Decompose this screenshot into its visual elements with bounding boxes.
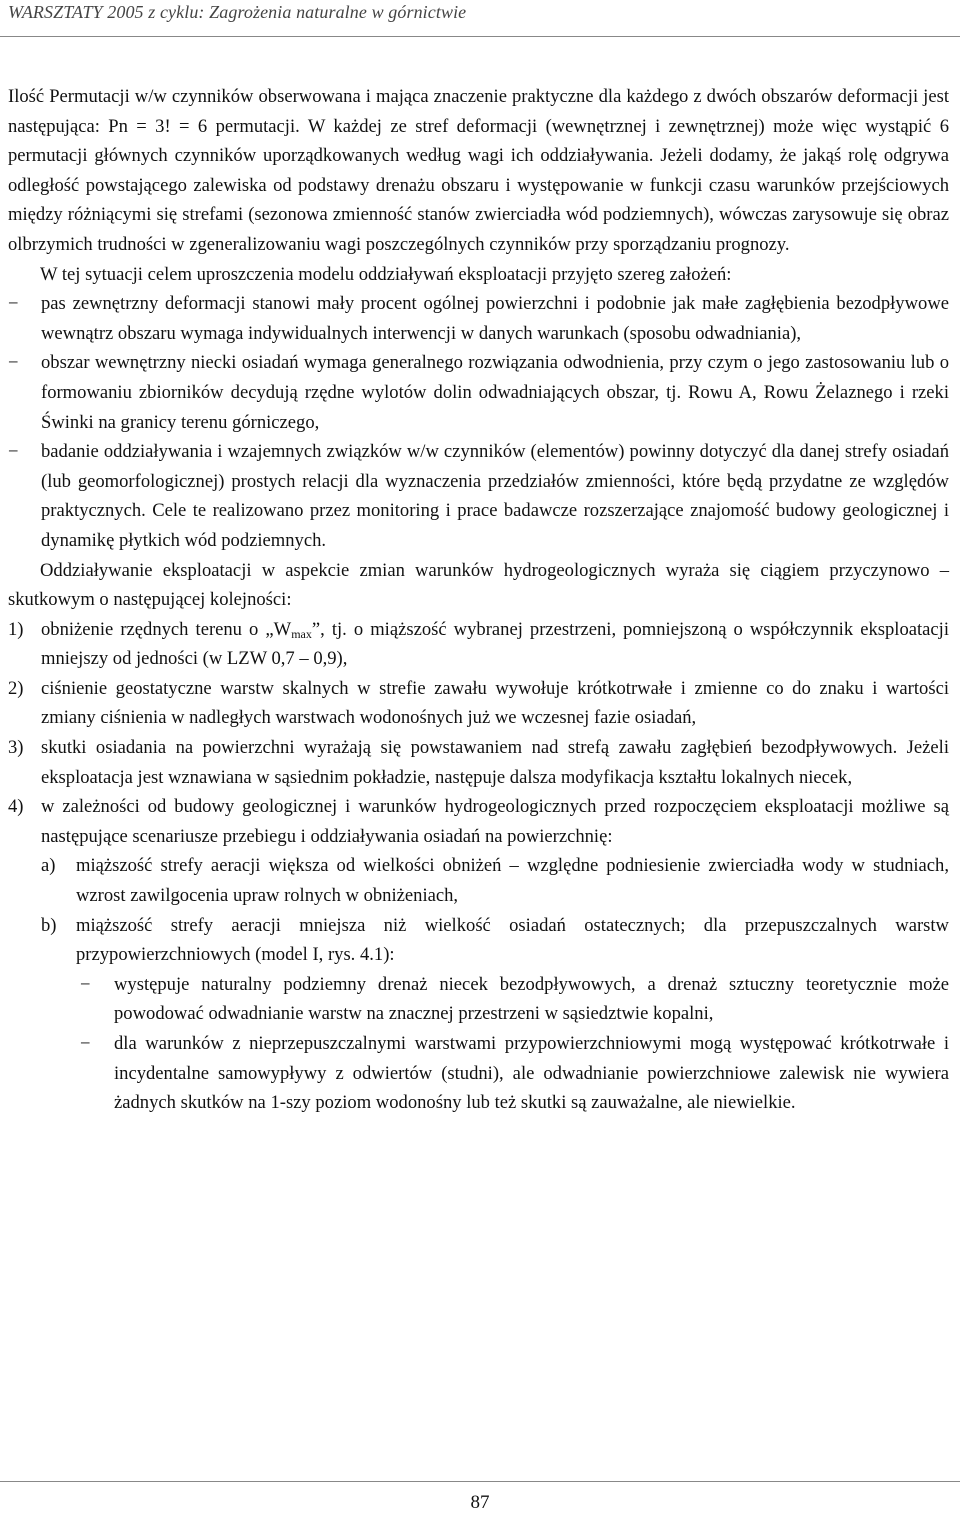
list-letter: a) xyxy=(41,855,56,877)
paragraph-assumptions-intro: W tej sytuacji celem uproszczenia modelu oddziaływań eksploatacji przyjęto szereg założeń: xyxy=(40,263,732,285)
header-divider xyxy=(0,36,960,37)
assumption-text: obszar wewnętrzny niecki osiadań wymaga generalnego rozwiązania odwodnienia, przy czym o jego zastosowaniu lub o formowaniu zbiorników decydują rzędne wylotów dolin odwadniających obszar, tj. Rowu A, Rowu Żelaznego i rzeki Świnki na granicy terenu górniczego, xyxy=(41,352,949,433)
sequence-text: ciśnienie geostatyczne warstw skalnych w strefie zawału wywołuje krótkotrwałe i zmienne co do znaku i wartości zmiany ciśnienia w nadległych warstwach wodonośnych już we wczesnej fazie osiadań, xyxy=(41,677,949,729)
sequence-text: skutki osiadania na powierzchni wyrażają się powstawaniem nad strefą zawału zagłębień bezodpływowych. Jeżeli eksploatacja jest wznawiana w sąsiednim pokładzie, następuje dalsza modyfikacja kształtu lokalnych niecek, xyxy=(41,737,949,788)
scenario-b-point-text: dla warunków z nieprzepuszczalnymi warstwami przypowierzchniowymi mogą występować krótkotrwałe i incydentalne samowypływy z odwiertów (studni), ale odwadnianie powierzchniowe zalewisk nie wywiera żadnych skutków na 1-szy poziom wodonośny lub też skutki są zauważalne, ale niewielkie. xyxy=(114,1033,949,1114)
list-number: 4) xyxy=(8,796,24,818)
sequence-text: obniżenie rzędnych terenu o $„W_{max}$”, tj. o miąższość wybranej przestrzeni, pomniejszoną o współczynnik eksploatacji mniejszy od jedności (w LZW 0,7 – 0,9), xyxy=(41,618,949,670)
dash-bullet: − xyxy=(8,441,19,463)
running-header: WARSZTATY 2005 z cyklu: Zagrożenia naturalne w górnictwie xyxy=(8,2,467,22)
page-number: 87 xyxy=(470,1492,490,1513)
scenario-b-point-text: występuje naturalny podziemny drenaż niecek bezodpływowych, a drenaż sztuczny teoretycznie może powodować odwadnianie warstw na znacznej przestrzeni w sąsiedztwie kopalni, xyxy=(114,973,949,1025)
paragraph-permutations: Ilość Permutacji w/w czynników obserwowana i mająca znaczenie praktyczne dla każdego z dwóch obszarów deformacji jest następująca: Pn = 3! = 6 permutacji. W każdej ze stref deformacji (wewnętrznej i zewnętrznej) może więc wystąpić 6 permutacji głównych czynników uporządkowanych według wagi ich oddziaływania. Jeżeli dodamy, że jakąś rolę odgrywa odległość powstającego zalewiska od podstawy drenażu obszaru i występowanie w funkcji czasu warunków przejściowych między różniącymi się strefami (sezonowa zmienność stanów zwierciadła wód podziemnych), wówczas zarysowuje się obraz olbrzymich trudności w zgeneralizowaniu wagi poszczególnych czynników przy sporządzaniu prognozy. xyxy=(8,86,949,255)
paragraph-causal-chain: Oddziaływanie eksploatacji w aspekcie zmian warunków hydrogeologicznych wyraża się ciągiem przyczynowo – skutkowym o następującej kolejności: xyxy=(8,559,949,611)
sequence-item-3 xyxy=(8,733,949,792)
footer-divider xyxy=(0,1481,960,1482)
dash-bullet: − xyxy=(80,1033,91,1054)
assumption-text: badanie oddziaływania i wzajemnych związków w/w czynników (elementów) powinny dotyczyć dla danej strefy osiadań (lub geomorfologicznej) prostych relacji dla wyznaczenia przedziałów zmienności, które będą przydatne ze względów praktycznych. Cele te realizowano przez monitoring i prace badawcze rozszerzające znajomość budowy geologicznej i dynamikę płytkich wód podziemnych. xyxy=(41,441,949,551)
scenario-item-b xyxy=(8,911,949,970)
subscript-max: max xyxy=(291,626,312,641)
assumption-item xyxy=(8,289,949,348)
list-number: 1) xyxy=(8,618,24,640)
dash-bullet: − xyxy=(8,293,19,315)
document-body xyxy=(8,82,949,1118)
scenario-item-a xyxy=(8,851,949,910)
assumption-item xyxy=(8,348,949,437)
list-number: 2) xyxy=(8,677,24,699)
scenario-text: miąższość strefy aeracji większa od wielkości obniżeń – względne podniesienie zwierciadła wody w studniach, wzrost zawilgocenia upraw rolnych w obniżeniach, xyxy=(76,855,949,907)
scenario-text: miąższość strefy aeracji mniejsza niż wielkość osiadań ostatecznych; dla przepuszczalnych warstw przypowierzchniowych (model I, rys. 4.1): xyxy=(76,914,949,966)
dash-bullet: − xyxy=(8,352,19,374)
dash-bullet: − xyxy=(80,973,91,995)
assumption-item xyxy=(8,437,949,555)
list-number: 3) xyxy=(8,737,24,759)
sequence-item-2 xyxy=(8,674,949,733)
sequence-item-1 xyxy=(8,615,949,674)
sequence-text: w zależności od budowy geologicznej i warunków hydrogeologicznych przed rozpoczęciem eksploatacji możliwe są następujące scenariusze przebiegu i oddziaływania osiadań na powierzchnię: xyxy=(41,796,949,847)
assumption-text: pas zewnętrzny deformacji stanowi mały procent ogólnej powierzchni i podobnie jak małe zagłębienia bezodpływowe wewnątrz obszaru wymaga indywidualnych interwencji w danych warunkach (sposobu odwadniania), xyxy=(41,293,949,344)
sequence-item-4 xyxy=(8,792,949,851)
list-letter: b) xyxy=(41,914,57,936)
scenario-b-point xyxy=(8,970,949,1029)
scenario-b-point xyxy=(8,1029,949,1118)
